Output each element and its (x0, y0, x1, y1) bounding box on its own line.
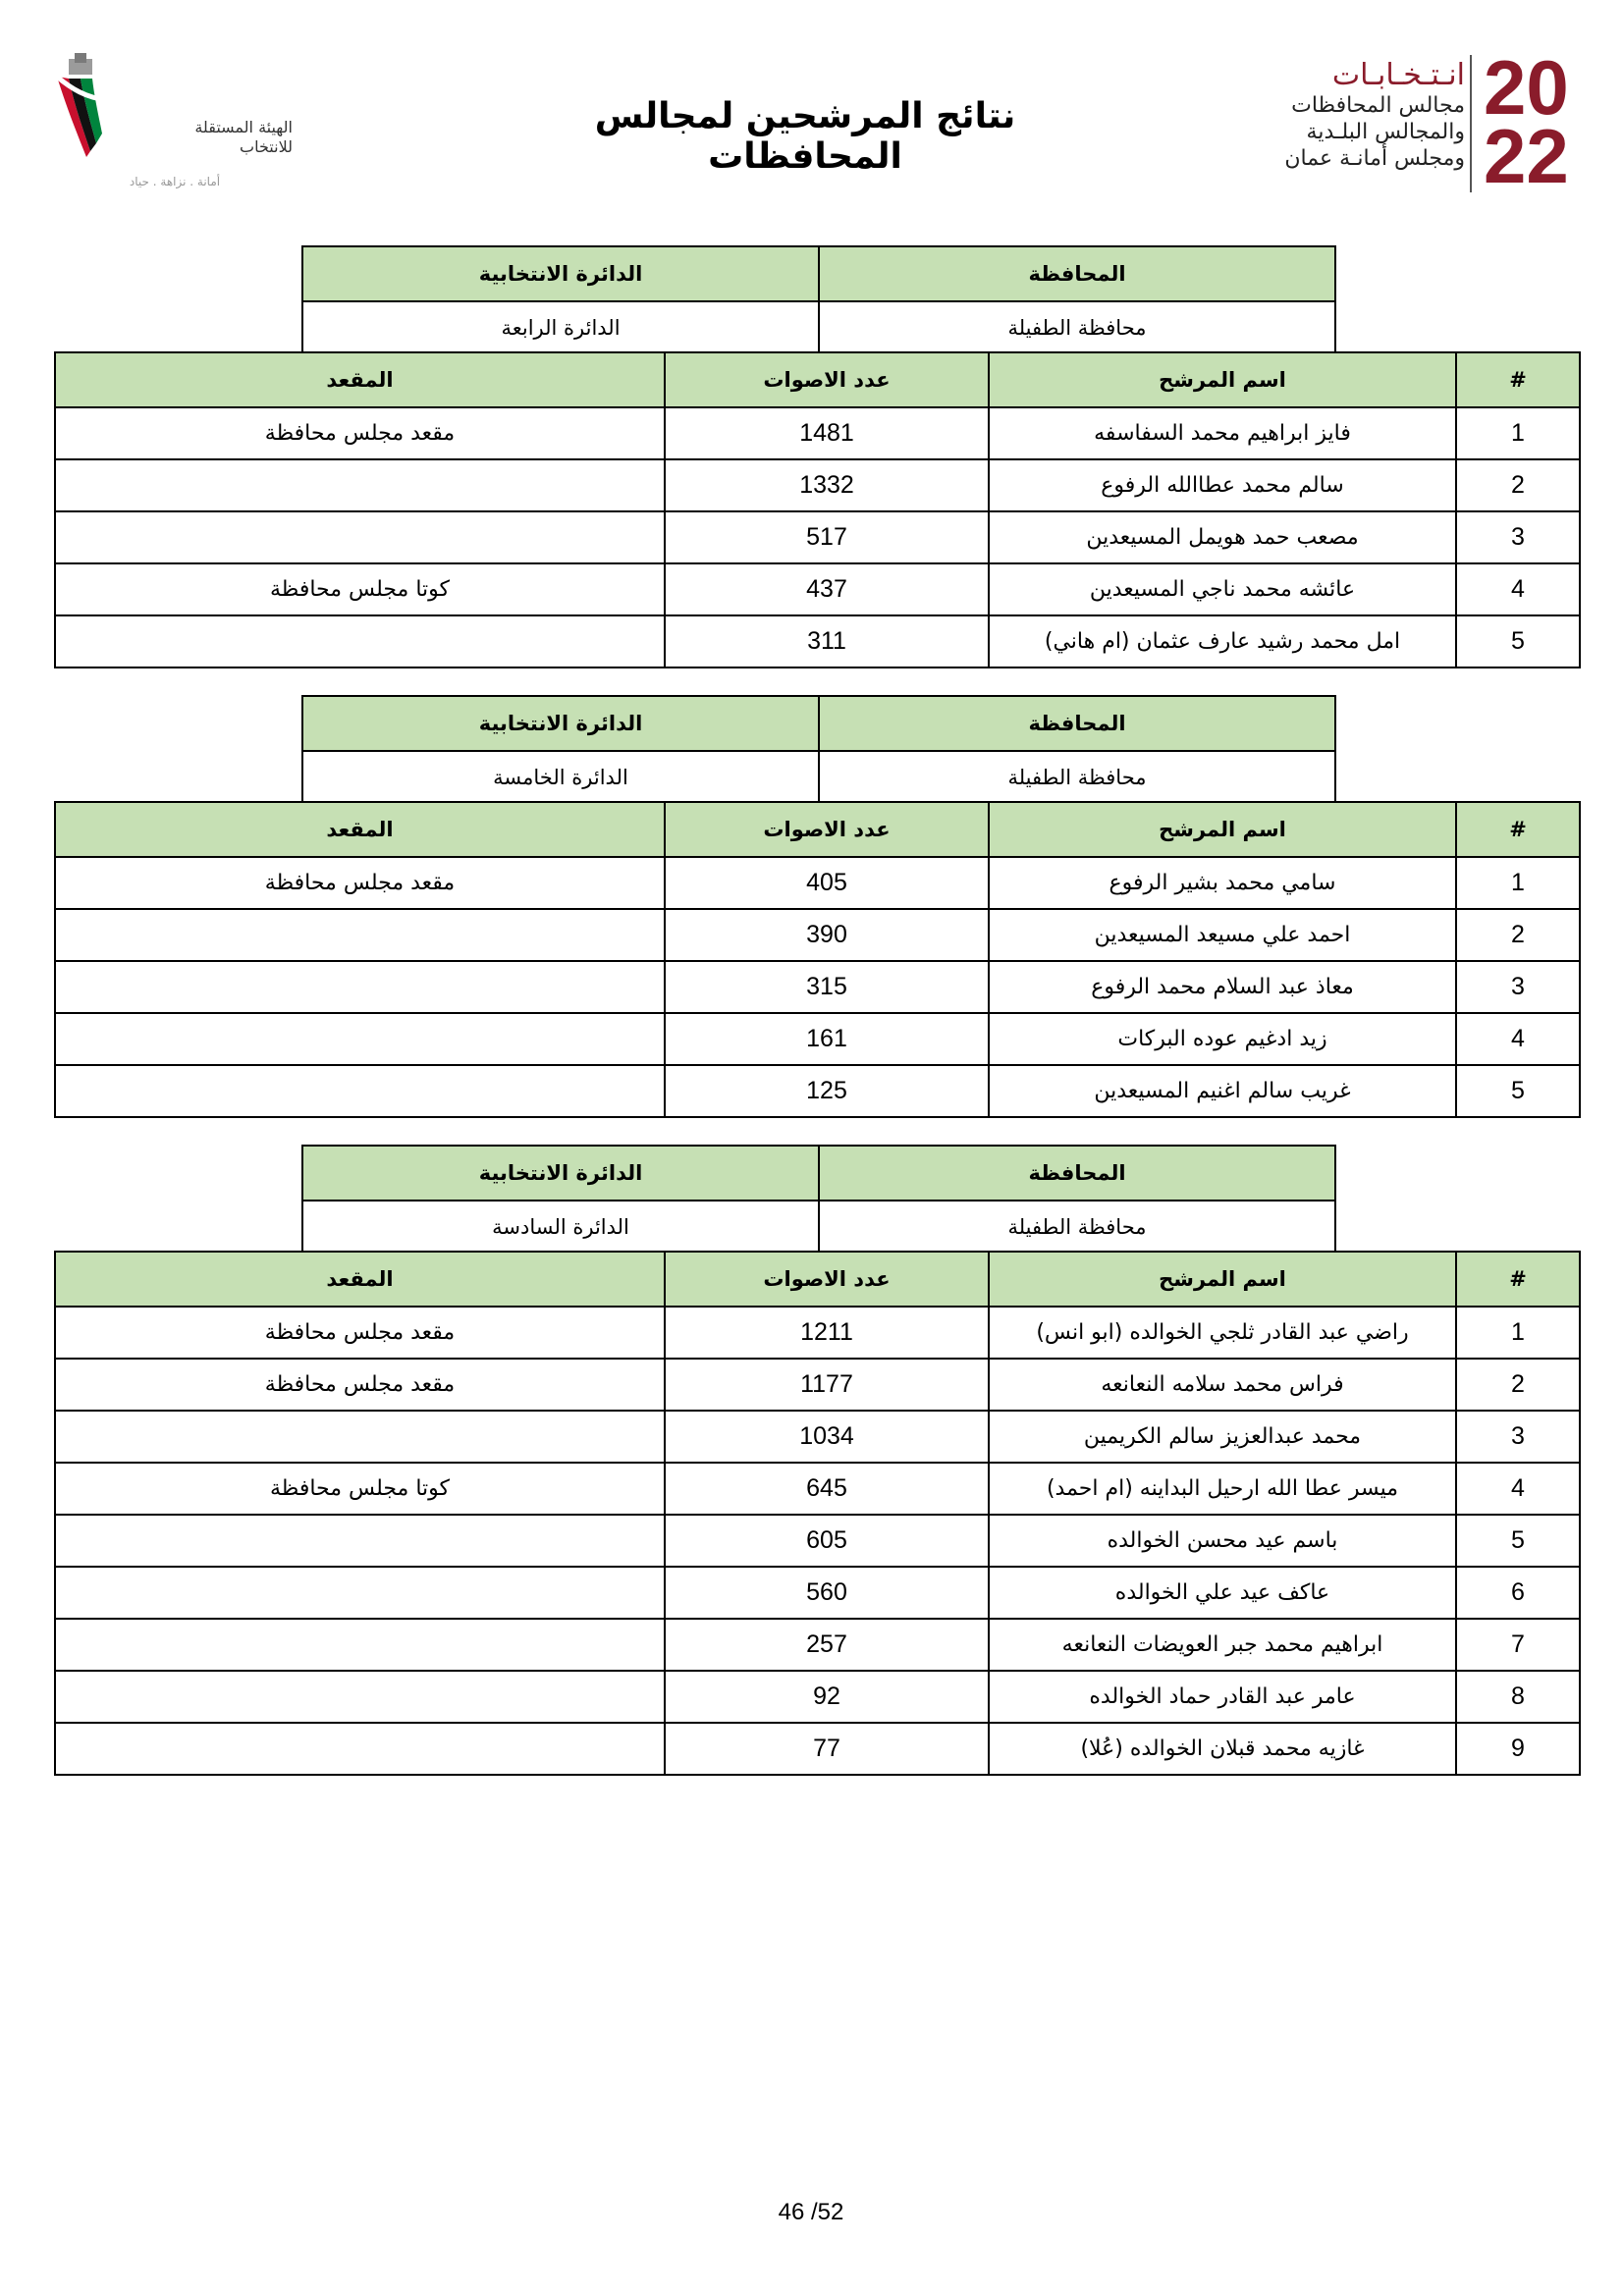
seat-header: المقعد (55, 352, 665, 407)
seat-value (55, 615, 665, 667)
table-row (55, 909, 1580, 961)
vote-count: 560 (665, 1567, 989, 1619)
row-index: 3 (1456, 1411, 1580, 1463)
seat-value (55, 511, 665, 563)
vote-count: 517 (665, 511, 989, 563)
candidate-name: فراس محمد سلامه النعانعه (989, 1359, 1456, 1411)
vote-count: 125 (665, 1065, 989, 1117)
vote-count: 645 (665, 1463, 989, 1515)
vote-count: 1211 (665, 1307, 989, 1359)
governorate-value: محافظة الطفيلة (819, 301, 1335, 354)
votes-header: عدد الاصوات (665, 1252, 989, 1307)
iec-name-line1: الهيئة المستقلة (194, 118, 293, 136)
elections-line-3: ومجلس أمانـة عمان (1284, 146, 1465, 171)
candidate-name: راضي عبد القادر ثلجي الخوالده (ابو انس) (989, 1307, 1456, 1359)
district-value: الدائرة السادسة (302, 1201, 819, 1254)
table-row (55, 1463, 1580, 1515)
seat-value (55, 1671, 665, 1723)
table-row (55, 1013, 1580, 1065)
row-index: 2 (1456, 459, 1580, 511)
seat-value (55, 909, 665, 961)
district-value: الدائرة الخامسة (302, 751, 819, 804)
row-index: 4 (1456, 1013, 1580, 1065)
page-header (0, 0, 1623, 206)
vote-count: 77 (665, 1723, 989, 1775)
seat-header: المقعد (55, 802, 665, 857)
row-index: 7 (1456, 1619, 1580, 1671)
candidate-name: احمد علي مسيعد المسيعدين (989, 909, 1456, 961)
district-header: الدائرة الانتخابية (302, 246, 819, 301)
governorate-header: المحافظة (819, 1146, 1335, 1201)
row-index: 6 (1456, 1567, 1580, 1619)
row-index: 4 (1456, 563, 1580, 615)
seat-value (55, 1515, 665, 1567)
table-row (55, 563, 1580, 615)
vote-count: 1034 (665, 1411, 989, 1463)
candidate-name: محمد عبدالعزيز سالم الكريمين (989, 1411, 1456, 1463)
governorate-header: المحافظة (819, 696, 1335, 751)
vote-count: 605 (665, 1515, 989, 1567)
table-row (55, 1723, 1580, 1775)
seat-value (55, 961, 665, 1013)
table-row (55, 407, 1580, 459)
seat-value (55, 1013, 665, 1065)
iec-name-line2: للانتخاب (240, 137, 293, 156)
governorate-value: محافظة الطفيلة (819, 1201, 1335, 1254)
governorate-value: محافظة الطفيلة (819, 751, 1335, 804)
district-header: الدائرة الانتخابية (302, 696, 819, 751)
district-meta-table (301, 695, 1336, 805)
index-header: # (1456, 1252, 1580, 1307)
index-header: # (1456, 352, 1580, 407)
candidate-name: امل محمد رشيد عارف عثمان (ام هاني) (989, 615, 1456, 667)
district-meta-table (301, 245, 1336, 355)
candidate-name: ابراهيم محمد جبر العويضات النعانعه (989, 1619, 1456, 1671)
candidate-name: عائشه محمد ناجي المسيعدين (989, 563, 1456, 615)
candidate-name: باسم عيد محسن الخوالده (989, 1515, 1456, 1567)
candidate-name: عامر عبد القادر حماد الخوالده (989, 1671, 1456, 1723)
candidate-name: زيد ادغيم عوده البركات (989, 1013, 1456, 1065)
header-divider (1470, 55, 1472, 192)
jordan-flag-ballot-icon (47, 49, 116, 167)
district-meta-table (301, 1145, 1336, 1255)
table-row (55, 1567, 1580, 1619)
seat-value: مقعد مجلس محافظة (55, 1359, 665, 1411)
year-bottom: 22 (1484, 113, 1569, 199)
vote-count: 405 (665, 857, 989, 909)
candidate-name: سامي محمد بشير الرفوع (989, 857, 1456, 909)
row-index: 9 (1456, 1723, 1580, 1775)
year-2022-logo (1478, 44, 1586, 199)
candidate-name: ميسر عطا الله ارحيل البداينه (ام احمد) (989, 1463, 1456, 1515)
vote-count: 311 (665, 615, 989, 667)
elections-title: انـتـخـابـات (1331, 58, 1465, 92)
vote-count: 257 (665, 1619, 989, 1671)
candidate-name: فايز ابراهيم محمد السفاسفه (989, 407, 1456, 459)
row-index: 5 (1456, 1065, 1580, 1117)
seat-value (55, 1723, 665, 1775)
seat-value: مقعد مجلس محافظة (55, 407, 665, 459)
elections-line-2: والمجالس البلـدية (1306, 120, 1465, 144)
candidate-header: اسم المرشح (989, 352, 1456, 407)
table-row (55, 857, 1580, 909)
candidate-name: غازيه محمد قبلان الخوالده (عُلا) (989, 1723, 1456, 1775)
seat-value (55, 459, 665, 511)
table-row (55, 615, 1580, 667)
row-index: 2 (1456, 909, 1580, 961)
row-index: 2 (1456, 1359, 1580, 1411)
row-index: 1 (1456, 857, 1580, 909)
elections-line-1: مجالس المحافظات (1291, 93, 1465, 118)
vote-count: 1177 (665, 1359, 989, 1411)
vote-count: 92 (665, 1671, 989, 1723)
row-index: 5 (1456, 1515, 1580, 1567)
iec-name (116, 118, 293, 157)
table-row (55, 511, 1580, 563)
table-row (55, 1307, 1580, 1359)
candidate-name: مصعب حمد هويمل المسيعدين (989, 511, 1456, 563)
page-title: نتائج المرشحين لمجالس المحافظات (594, 96, 1016, 177)
results-table (54, 351, 1581, 668)
seat-value (55, 1411, 665, 1463)
seat-value: كوتا مجلس محافظة (55, 1463, 665, 1515)
seat-header: المقعد (55, 1252, 665, 1307)
table-row (55, 1671, 1580, 1723)
row-index: 5 (1456, 615, 1580, 667)
page-number: 46 /52 (778, 2199, 844, 2225)
votes-header: عدد الاصوات (665, 352, 989, 407)
iec-motto: أمانة . نزاهة . حياد (129, 175, 221, 188)
seat-value: مقعد مجلس محافظة (55, 1307, 665, 1359)
table-row (55, 459, 1580, 511)
table-row (55, 1065, 1580, 1117)
seat-value: كوتا مجلس محافظة (55, 563, 665, 615)
district-header: الدائرة الانتخابية (302, 1146, 819, 1201)
vote-count: 437 (665, 563, 989, 615)
results-table (54, 1251, 1581, 1776)
seat-value (55, 1065, 665, 1117)
table-row (55, 1359, 1580, 1411)
table-row (55, 1515, 1580, 1567)
vote-count: 1481 (665, 407, 989, 459)
candidate-name: معاذ عبد السلام محمد الرفوع (989, 961, 1456, 1013)
row-index: 3 (1456, 511, 1580, 563)
vote-count: 315 (665, 961, 989, 1013)
votes-header: عدد الاصوات (665, 802, 989, 857)
vote-count: 390 (665, 909, 989, 961)
seat-value: مقعد مجلس محافظة (55, 857, 665, 909)
seat-value (55, 1567, 665, 1619)
table-row (55, 1619, 1580, 1671)
iec-logo (47, 49, 293, 196)
year-top: 20 (1484, 44, 1569, 131)
row-index: 1 (1456, 407, 1580, 459)
candidate-header: اسم المرشح (989, 1252, 1456, 1307)
row-index: 4 (1456, 1463, 1580, 1515)
index-header: # (1456, 802, 1580, 857)
seat-value (55, 1619, 665, 1671)
vote-count: 1332 (665, 459, 989, 511)
results-table (54, 801, 1581, 1118)
row-index: 3 (1456, 961, 1580, 1013)
vote-count: 161 (665, 1013, 989, 1065)
elections-text (1247, 59, 1465, 172)
candidate-header: اسم المرشح (989, 802, 1456, 857)
governorate-header: المحافظة (819, 246, 1335, 301)
district-value: الدائرة الرابعة (302, 301, 819, 354)
table-row (55, 961, 1580, 1013)
candidate-name: سالم محمد عطاالله الرفوع (989, 459, 1456, 511)
row-index: 1 (1456, 1307, 1580, 1359)
candidate-name: غريب سالم اغنيم المسيعدين (989, 1065, 1456, 1117)
table-row (55, 1411, 1580, 1463)
row-index: 8 (1456, 1671, 1580, 1723)
candidate-name: عاكف عيد علي الخوالده (989, 1567, 1456, 1619)
